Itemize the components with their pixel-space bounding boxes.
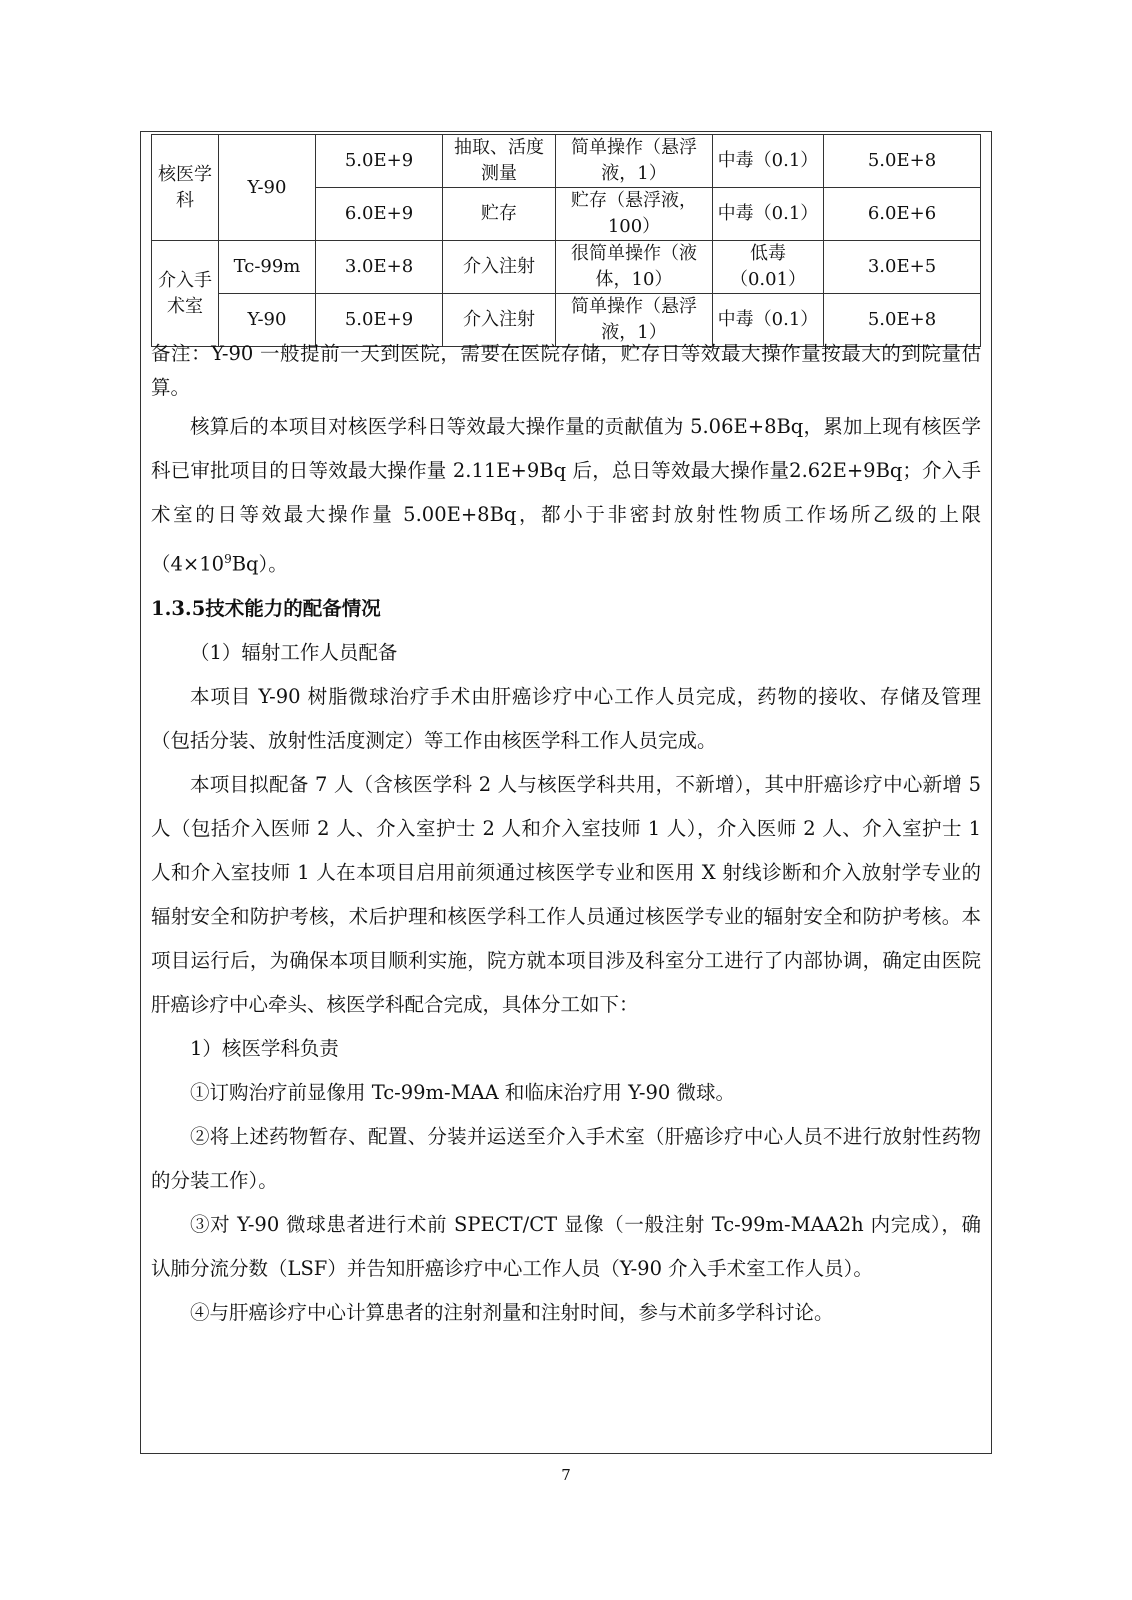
table-cell-department: 核医学科 — [152, 135, 219, 241]
nuclide-table — [151, 134, 981, 347]
table-cell-activity: 3.0E+8 — [316, 241, 443, 294]
paragraph: 本项目 Y-90 树脂微球治疗手术由肝癌诊疗中心工作人员完成，药物的接收、存储及管理（包括分装、放射性活度测定）等工作由核医学科工作人员完成。 — [151, 684, 981, 752]
list-item: ②将上述药物暂存、配置、分装并运送至介入手术室（肝癌诊疗中心人员不进行放射性药物的分装工作）。 — [151, 1124, 981, 1192]
table-cell-daily-equivalent: 5.0E+8 — [824, 135, 981, 188]
table-cell-activity: 6.0E+9 — [316, 188, 443, 241]
summary-exponent: 9 — [224, 552, 232, 566]
paragraph: 本项目拟配备 7 人（含核医学科 2 人与核医学科共用，不新增），其中肝癌诊疗中心新增 5 人（包括介入医师 2 人、介入室护士 2 人和介入室技师 1 人），介入医师 2 人、介入室护士 1 人和介入室技师 1 人在本项目启用前须通过核医学专业和医用 X 射线诊断和介入放射学专业的辐射安全和防护考核，术后护理和核医学科工作人员通过核医学专业的辐射安全和防护考核。本项目运行后，为确保本项目顺利实施，院方就本项目涉及科室分工进行了内部协调，确定由医院肝癌诊疗中心牵头、核医学科配合完成，具体分工如下： — [151, 772, 981, 1016]
list-heading: 1）核医学科负责 — [190, 1036, 339, 1060]
table-cell-activity: 5.0E+9 — [316, 135, 443, 188]
table-note: 备注：Y-90 一般提前一天到医院，需要在医院存储，贮存日等效最大操作量按最大的到院量估算。 — [151, 342, 981, 399]
table-cell-toxicity: 中毒（0.1） — [713, 294, 824, 347]
table-cell-daily-equivalent: 5.0E+8 — [824, 294, 981, 347]
table-row — [152, 135, 981, 188]
table-cell-toxicity: 低毒（0.01） — [713, 241, 824, 294]
table-cell-nuclide: Y-90 — [219, 135, 316, 241]
table-cell-toxicity: 中毒（0.1） — [713, 135, 824, 188]
table-cell-activity: 5.0E+9 — [316, 294, 443, 347]
table-row — [152, 241, 981, 294]
table-cell-operation: 抽取、活度测量 — [443, 135, 556, 188]
table-cell-operation-mode: 简单操作（悬浮液，1） — [556, 135, 713, 188]
table-cell-daily-equivalent: 3.0E+5 — [824, 241, 981, 294]
table-cell-operation-mode: 贮存（悬浮液，100） — [556, 188, 713, 241]
list-item: ③对 Y-90 微球患者进行术前 SPECT/CT 显像（一般注射 Tc-99m-MAA2h 内完成），确认肺分流分数（LSF）并告知肝癌诊疗中心工作人员（Y-90 介入手术室工作人员）。 — [151, 1212, 981, 1280]
table-cell-operation: 介入注射 — [443, 241, 556, 294]
table-cell-daily-equivalent: 6.0E+6 — [824, 188, 981, 241]
summary-text: 核算后的本项目对核医学科日等效最大操作量的贡献值为 5.06E+8Bq，累加上现有核医学科已审批项目的日等效最大操作量 2.11E+9Bq 后，总日等效最大操作量2.62E+9Bq；介入手术室的日等效最大操作量 5.00E+8Bq，都小于非密封放射性物质工作场所乙级的上限（4×10 — [151, 415, 981, 576]
table-cell-nuclide: Y-90 — [219, 294, 316, 347]
section-heading: 1.3.5技术能力的配备情况 — [151, 596, 381, 620]
list-item: ①订购治疗前显像用 Tc-99m-MAA 和临床治疗用 Y-90 微球。 — [190, 1080, 735, 1104]
page-number: 7 — [561, 1466, 571, 1484]
summary-paragraph — [151, 405, 981, 587]
table-cell-department: 介入手术室 — [152, 241, 219, 347]
body-content — [151, 337, 981, 1335]
subsection-title: （1）辐射工作人员配备 — [190, 640, 398, 664]
summary-text-end: Bq）。 — [231, 552, 288, 576]
table-cell-operation: 介入注射 — [443, 294, 556, 347]
table-cell-nuclide: Tc-99m — [219, 241, 316, 294]
table-cell-operation-mode: 简单操作（悬浮液，1） — [556, 294, 713, 347]
table-cell-operation: 贮存 — [443, 188, 556, 241]
table-cell-toxicity: 中毒（0.1） — [713, 188, 824, 241]
list-item: ④与肝癌诊疗中心计算患者的注射剂量和注射时间，参与术前多学科讨论。 — [190, 1300, 834, 1324]
table-cell-operation-mode: 很简单操作（液体，10） — [556, 241, 713, 294]
